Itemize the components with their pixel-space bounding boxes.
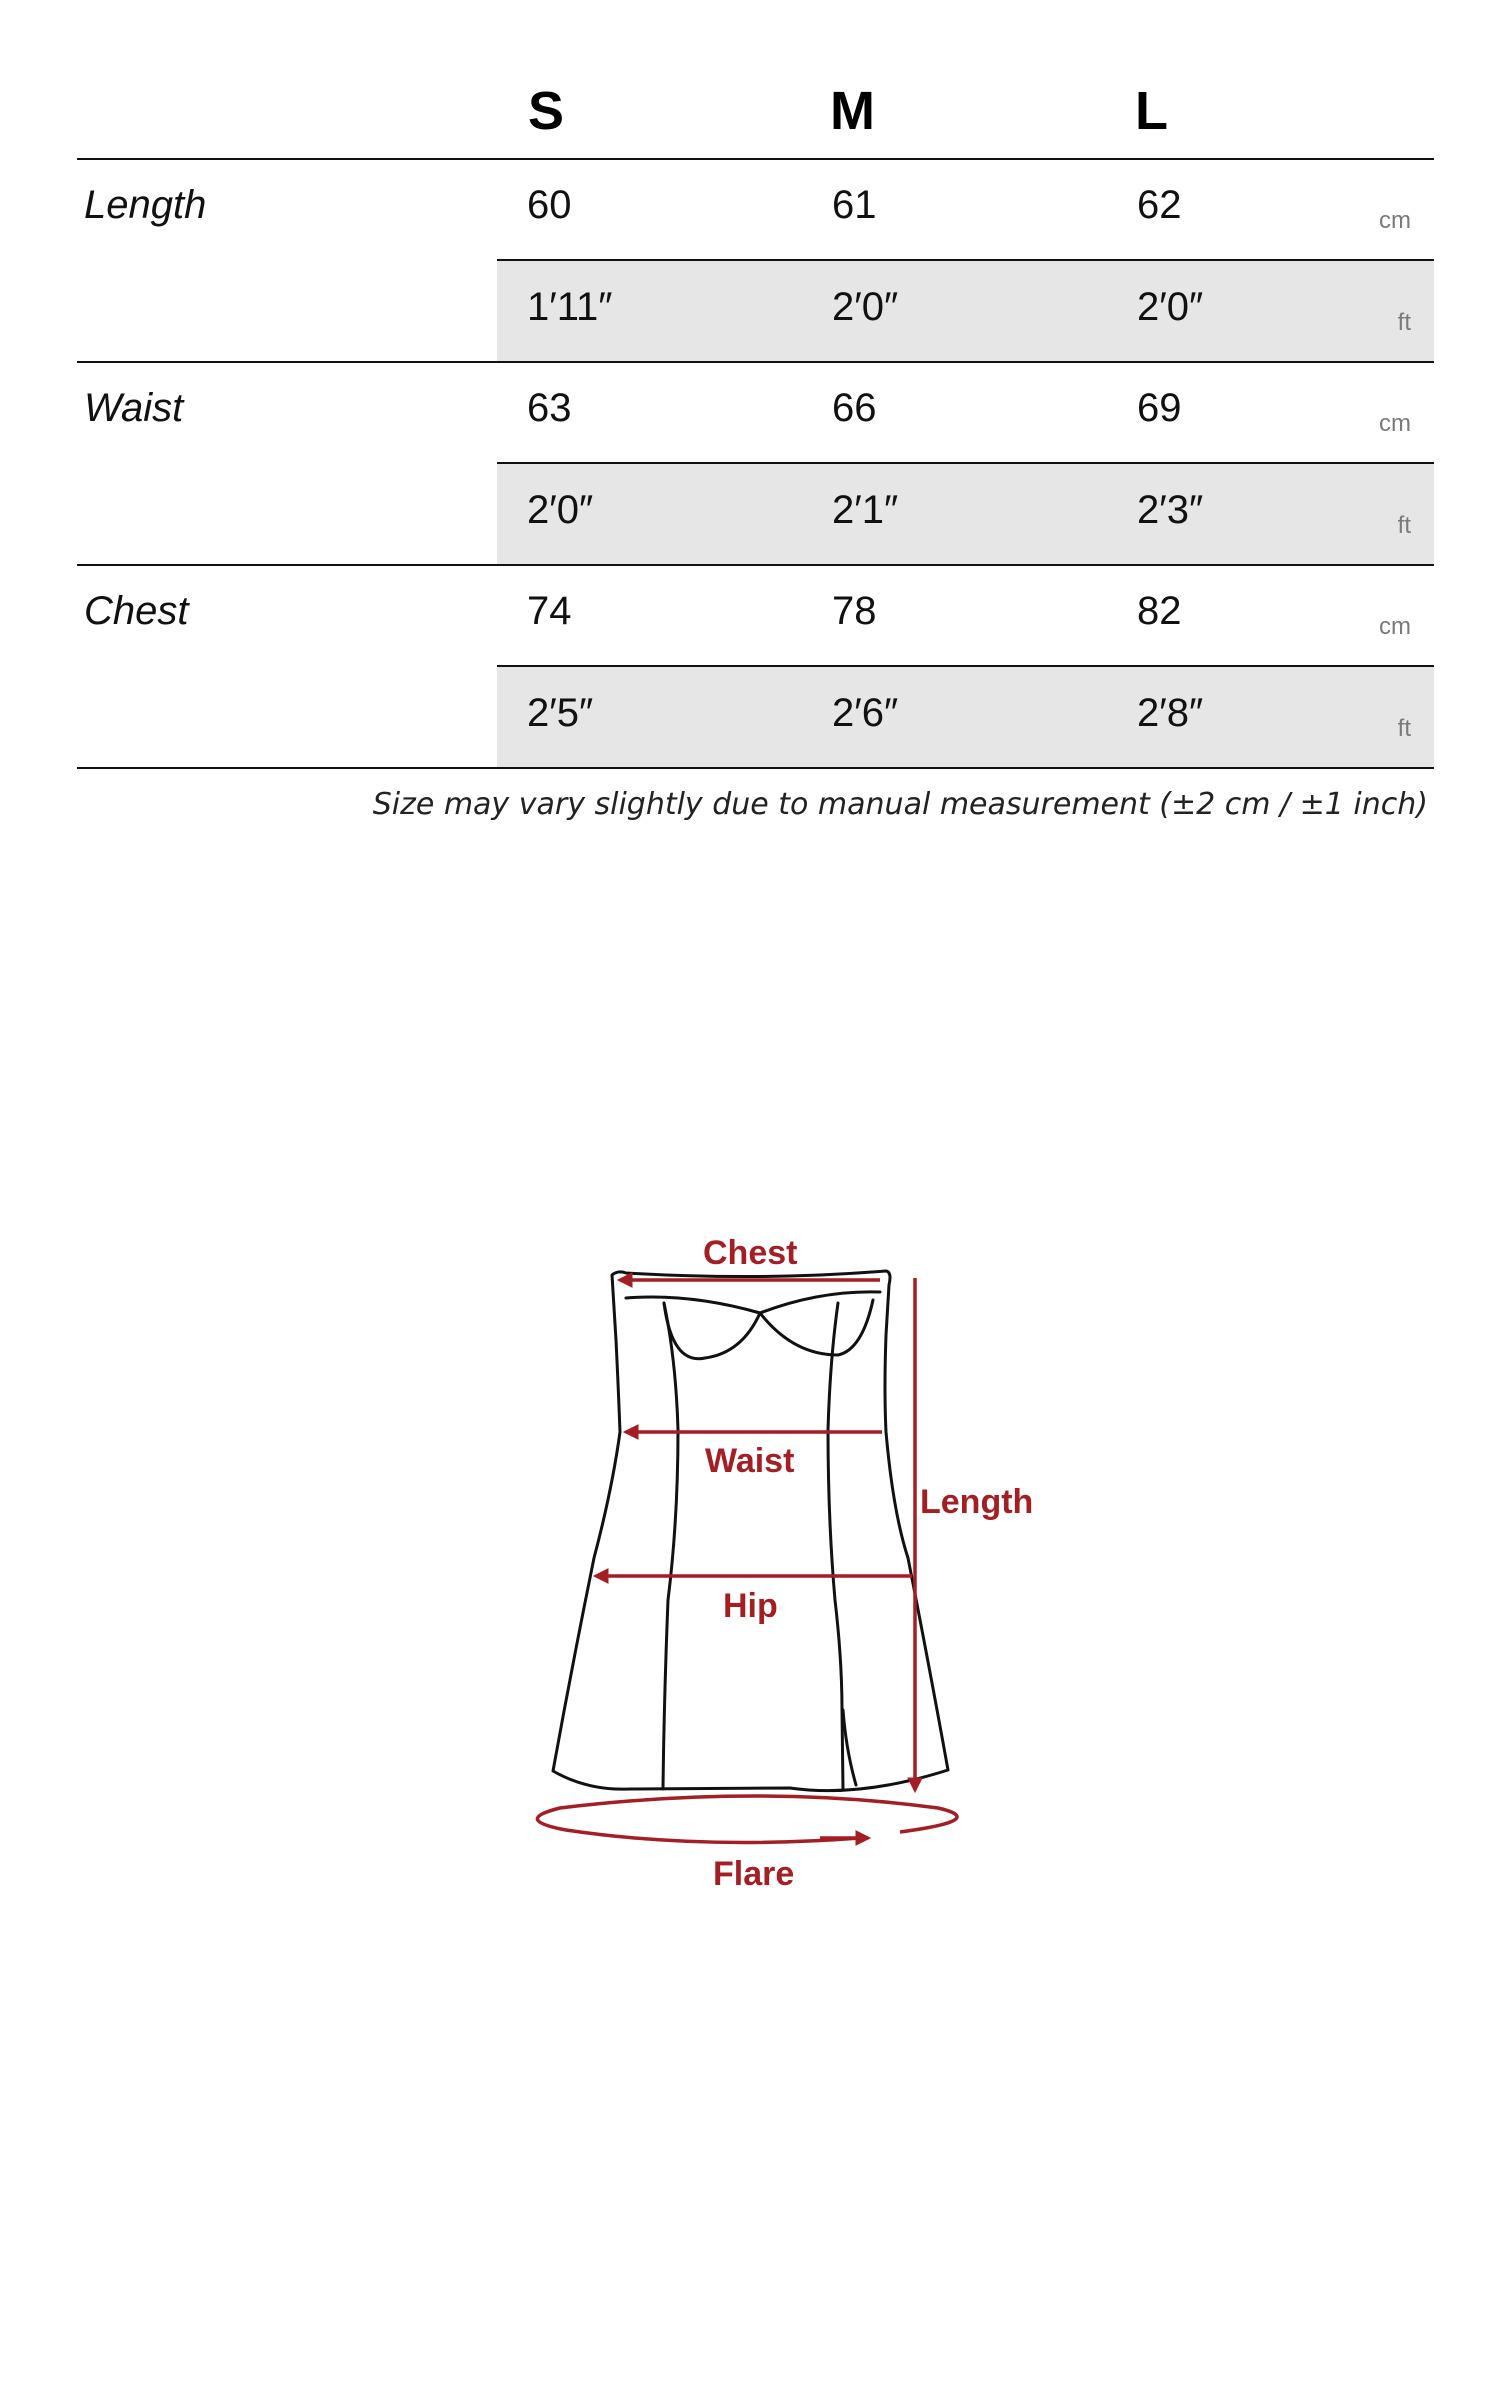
cell-waist-s-cm: 63 (527, 386, 572, 430)
size-header-s: S (528, 81, 565, 141)
cell-chest-s-cm: 74 (527, 589, 572, 633)
cell-length-s-ft: 1′11″ (527, 285, 613, 329)
cell-length-m-cm: 61 (832, 183, 877, 227)
table-rule (497, 462, 1434, 464)
unit-ft: ft (1397, 512, 1411, 539)
unit-ft: ft (1397, 715, 1411, 742)
cell-waist-s-ft: 2′0″ (527, 488, 594, 532)
cell-waist-m-cm: 66 (832, 386, 877, 430)
size-header-l: L (1135, 81, 1168, 141)
measurement-note: Size may vary slightly due to manual measurement (±2 cm / ±1 inch) (372, 787, 1428, 822)
row-label-waist: Waist (84, 386, 184, 430)
table-rule (77, 361, 1434, 363)
table-rule (497, 665, 1434, 667)
cell-chest-l-cm: 82 (1137, 589, 1182, 633)
dress-measurement-diagram (0, 1200, 1500, 1920)
flare-arrow (537, 1796, 957, 1843)
cell-waist-l-cm: 69 (1137, 386, 1182, 430)
cell-waist-l-ft: 2′3″ (1137, 488, 1204, 532)
label-waist: Waist (705, 1442, 795, 1480)
row-label-chest: Chest (84, 589, 189, 633)
label-flare: Flare (713, 1855, 795, 1893)
unit-cm: cm (1379, 207, 1411, 234)
table-rule (77, 767, 1434, 769)
cell-length-s-cm: 60 (527, 183, 572, 227)
cell-length-l-ft: 2′0″ (1137, 285, 1204, 329)
dress-outline (553, 1271, 948, 1791)
cell-length-l-cm: 62 (1137, 183, 1182, 227)
size-header-m: M (830, 81, 875, 141)
unit-cm: cm (1379, 613, 1411, 640)
label-hip: Hip (723, 1587, 778, 1625)
ft-row-band-length (497, 261, 1434, 362)
table-rule (77, 158, 1434, 160)
label-length: Length (920, 1483, 1034, 1521)
cell-length-m-ft: 2′0″ (832, 285, 899, 329)
cell-chest-s-ft: 2′5″ (527, 691, 594, 735)
size-chart (0, 0, 1500, 880)
unit-ft: ft (1397, 309, 1411, 336)
label-chest: Chest (703, 1234, 798, 1272)
ft-row-band-waist (497, 464, 1434, 565)
table-rule (77, 564, 1434, 566)
cell-chest-m-ft: 2′6″ (832, 691, 899, 735)
ft-row-band-chest (497, 667, 1434, 768)
cell-chest-m-cm: 78 (832, 589, 877, 633)
row-label-length: Length (84, 183, 207, 227)
unit-cm: cm (1379, 410, 1411, 437)
table-rule (497, 259, 1434, 261)
cell-waist-m-ft: 2′1″ (832, 488, 899, 532)
cell-chest-l-ft: 2′8″ (1137, 691, 1204, 735)
measurement-lines (537, 1278, 957, 1843)
